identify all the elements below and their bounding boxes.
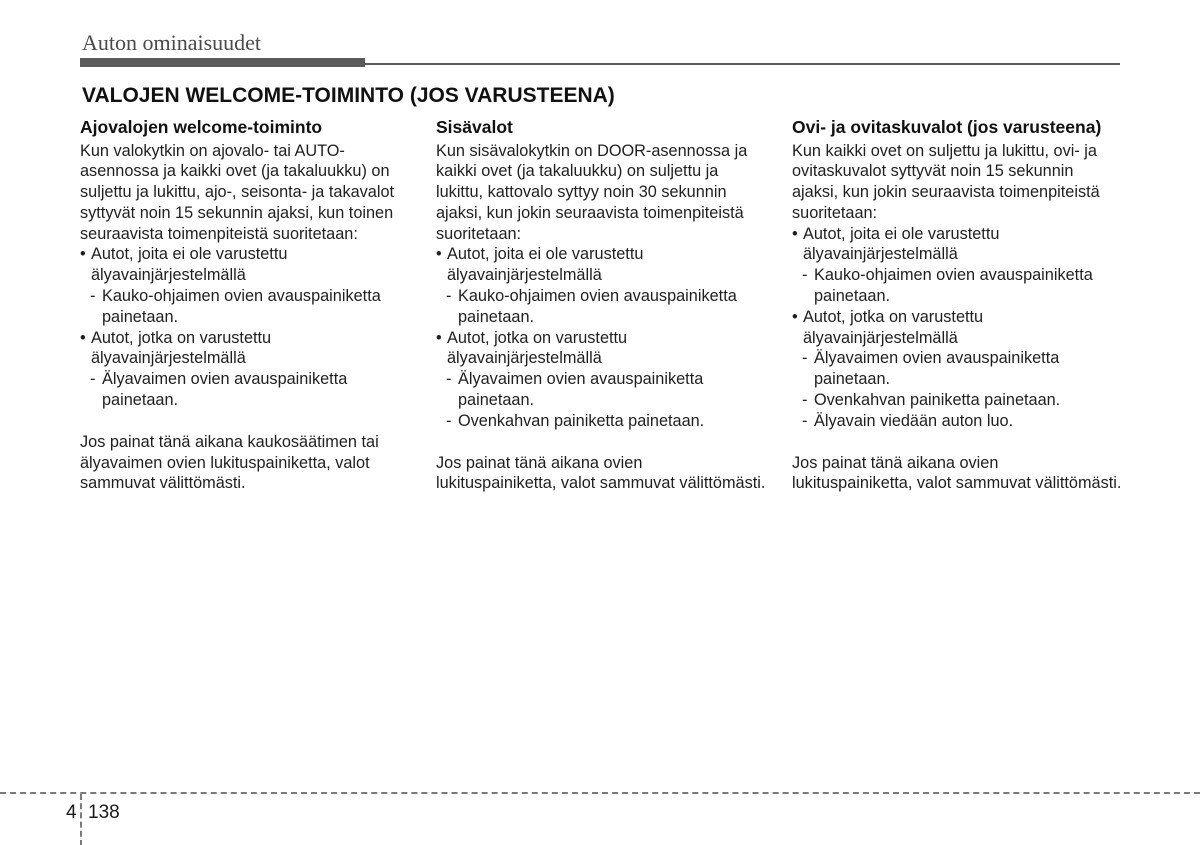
bullet-item: • Autot, joita ei ole varustettu älyavainjärjestelmällä — [436, 244, 766, 286]
sub-item: - Ovenkahvan painiketta painetaan. — [436, 411, 766, 432]
intro-paragraph: Kun sisävalokytkin on DOOR-asennossa ja kaikki ovet (ja takaluukku) on suljettu ja lukittu, kattovalo syttyy noin 30 sekunnin ajaksi, kun jokin seuraavista toimenpiteistä suoritetaan: — [436, 141, 748, 243]
footer-dashed-divider — [80, 794, 82, 845]
closing-paragraph: Jos painat tänä aikana ovien lukituspainiketta, valot sammuvat välittömästi. — [792, 453, 1122, 493]
header-rule-thin — [365, 63, 1120, 65]
closing-paragraph: Jos painat tänä aikana kaukosäätimen tai älyavaimen ovien lukituspainiketta, valot sammuvat välittömästi. — [80, 432, 379, 493]
bullet-item: • Autot, joita ei ole varustettu älyavainjärjestelmällä — [792, 224, 1122, 266]
header-rule-thick — [80, 58, 365, 67]
column-heading: Ovi- ja ovitaskuvalot (jos varusteena) — [792, 117, 1102, 137]
column-headlight-welcome — [80, 117, 410, 494]
section-title: VALOJEN WELCOME-TOIMINTO (JOS VARUSTEENA) — [82, 84, 615, 107]
intro-paragraph: Kun valokytkin on ajovalo- tai AUTO-asennossa ja kaikki ovet (ja takaluukku) on suljettu ja lukittu, ajo-, seisonta- ja takavalot syttyvät noin 15 sekunnin ajaksi, kun toinen seuraavista toimenpiteistä suoritetaan: — [80, 141, 395, 243]
column-door-lights — [792, 117, 1122, 494]
sub-item: - Kauko-ohjaimen ovien avauspainiketta painetaan. — [792, 265, 1122, 307]
column-heading: Sisävalot — [436, 117, 513, 137]
sub-item: - Älyavaimen ovien avauspainiketta painetaan. — [436, 369, 766, 411]
footer-dashed-rule — [0, 792, 1200, 794]
running-header: Auton ominaisuudet — [82, 30, 262, 55]
sub-item: - Ovenkahvan painiketta painetaan. — [792, 390, 1122, 411]
bullet-item: • Autot, jotka on varustettu älyavainjärjestelmällä — [80, 328, 410, 370]
sub-item: - Älyavaimen ovien avauspainiketta painetaan. — [80, 369, 410, 411]
column-heading: Ajovalojen welcome-toiminto — [80, 117, 323, 137]
intro-paragraph: Kun kaikki ovet on suljettu ja lukittu, ovi- ja ovitaskuvalot syttyvät noin 15 sekunnin ajaksi, kun jokin seuraavista toimenpiteistä suoritetaan: — [792, 141, 1100, 222]
column-interior-lights — [436, 117, 766, 494]
bullet-item: • Autot, jotka on varustettu älyavainjärjestelmällä — [436, 328, 766, 370]
bullet-item: • Autot, joita ei ole varustettu älyavainjärjestelmällä — [80, 244, 410, 286]
bullet-item: • Autot, jotka on varustettu älyavainjärjestelmällä — [792, 307, 1122, 349]
closing-paragraph: Jos painat tänä aikana ovien lukituspainiketta, valot sammuvat välittömästi. — [436, 453, 766, 493]
sub-item: - Kauko-ohjaimen ovien avauspainiketta painetaan. — [80, 286, 410, 328]
sub-item: - Älyavain viedään auton luo. — [792, 411, 1122, 432]
page-number: 138 — [88, 802, 120, 823]
sub-item: - Älyavaimen ovien avauspainiketta painetaan. — [792, 348, 1122, 390]
chapter-number: 4 — [66, 802, 77, 823]
sub-item: - Kauko-ohjaimen ovien avauspainiketta painetaan. — [436, 286, 766, 328]
